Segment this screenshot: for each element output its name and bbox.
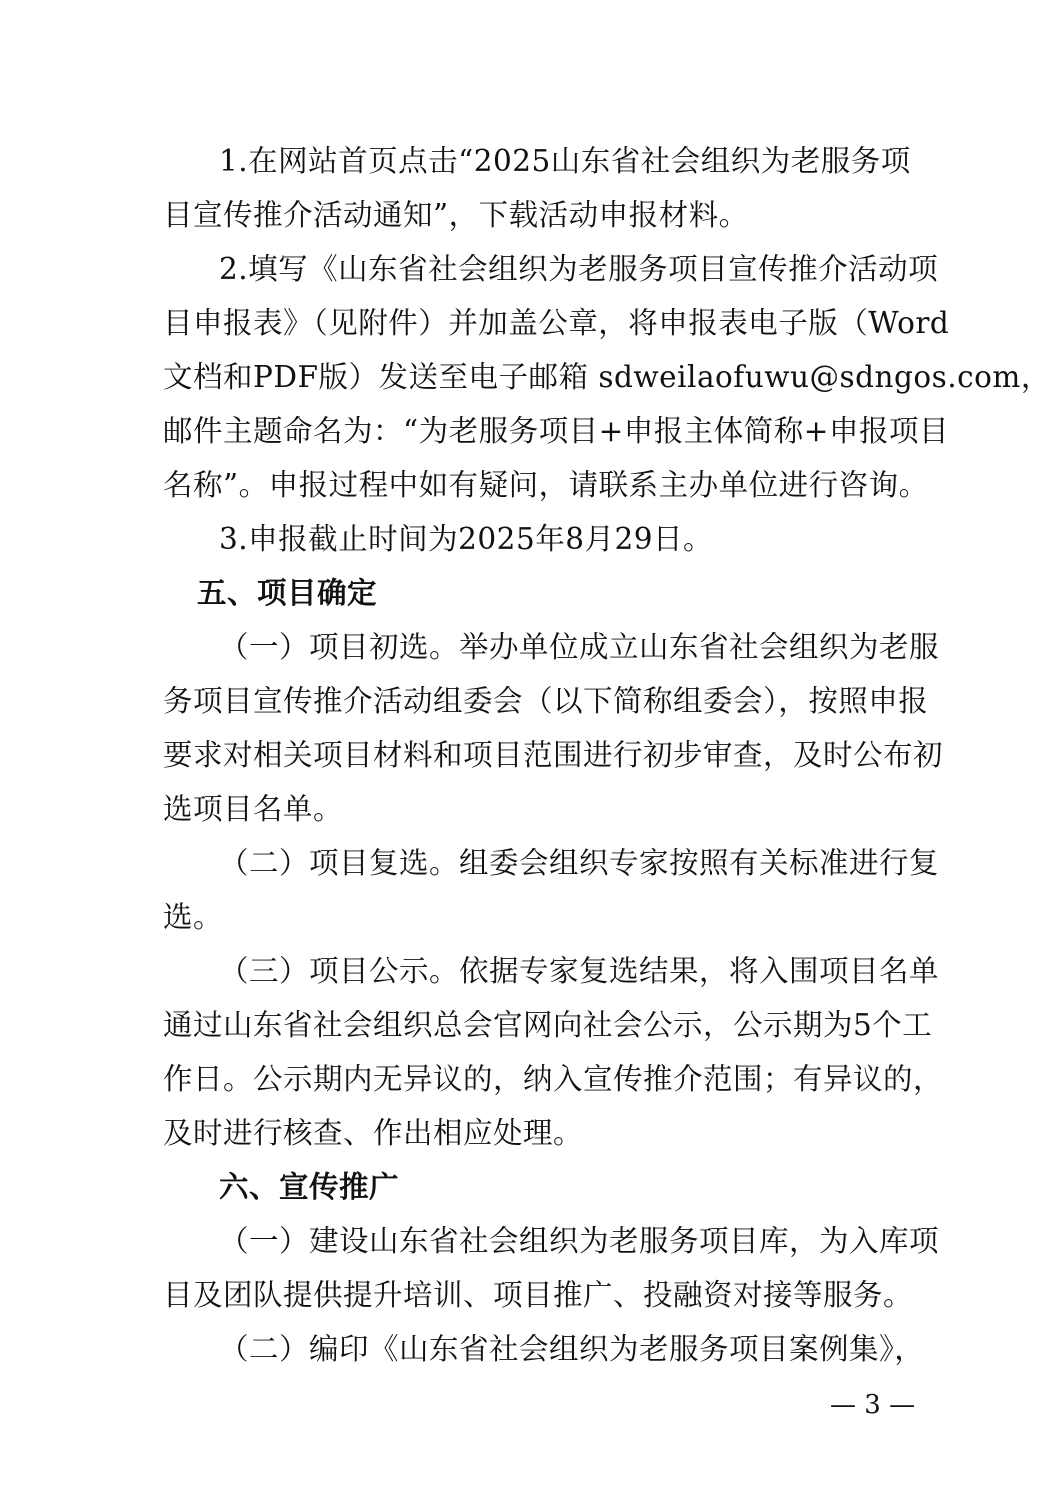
paragraph-line: （三）项目公示。依据专家复选结果，将入围项目名单	[219, 954, 940, 988]
paragraph-line: 名称”。申报过程中如有疑问，请联系主办单位进行咨询。	[163, 468, 929, 502]
paragraph-line: 要求对相关项目材料和项目范围进行初步审查，及时公布初	[163, 738, 944, 772]
paragraph-line: 2.填写《山东省社会组织为老服务项目宣传推介活动项	[219, 252, 939, 286]
paragraph-line: 选。	[163, 900, 224, 934]
paragraph-line: 目宣传推介活动通知”，下载活动申报材料。	[163, 198, 749, 232]
paragraph-line: （一）建设山东省社会组织为老服务项目库，为入库项	[219, 1224, 940, 1258]
paragraph-line: 目申报表》（见附件）并加盖公章，将申报表电子版（Word	[163, 306, 950, 340]
paragraph-line: （二）项目复选。组委会组织专家按照有关标准进行复	[219, 846, 940, 880]
paragraph-line: 作日。公示期内无异议的，纳入宣传推介范围；有异议的，	[163, 1062, 944, 1096]
paragraph-line: 通过山东省社会组织总会官网向社会公示，公示期为5个工	[163, 1008, 933, 1042]
paragraph-line: 务项目宣传推介活动组委会（以下简称组委会），按照申报	[163, 684, 929, 718]
paragraph-line: 3.申报截止时间为2025年8月29日。	[219, 522, 714, 556]
paragraph-line: （一）项目初选。举办单位成立山东省社会组织为老服	[219, 630, 940, 664]
paragraph-line: 及时进行核查、作出相应处理。	[163, 1116, 584, 1150]
paragraph-line: 目及团队提供提升培训、项目推广、投融资对接等服务。	[163, 1278, 914, 1312]
paragraph-line: 邮件主题命名为：“为老服务项目+申报主体简称+申报项目	[163, 414, 950, 448]
paragraph-line: 文档和PDF版）发送至电子邮箱 sdweilaofuwu@sdngos.com，	[163, 360, 1051, 394]
paragraph-line: 选项目名单。	[163, 792, 344, 826]
section-heading: 五、项目确定	[197, 576, 378, 610]
section-heading: 六、宣传推广	[219, 1170, 400, 1204]
paragraph-line: 1.在网站首页点击“2025山东省社会组织为老服务项	[219, 144, 911, 178]
paragraph-line: （二）编印《山东省社会组织为老服务项目案例集》，	[219, 1332, 925, 1366]
page-number: — 3 —	[830, 1390, 916, 1420]
